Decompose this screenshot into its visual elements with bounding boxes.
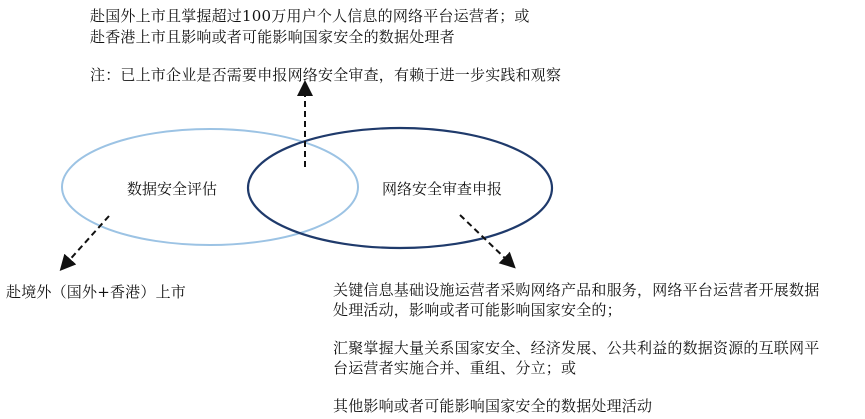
top-block-line-2: 赴香港上市且影响或者可能影响国家安全的数据处理者 — [90, 28, 455, 46]
left-outcome-text: 赴境外（国外+香港）上市 — [6, 283, 186, 301]
data-security-assessment-label: 数据安全评估 — [127, 180, 218, 198]
right-block-para3: 其他影响或者可能影响国家安全的数据处理活动 — [333, 397, 653, 415]
right-block-para2-line2: 台运营者实施合并、重组、分立；或 — [333, 359, 577, 377]
top-block-line-1: 赴国外上市且掌握超过100万用户个人信息的网络平台运营者；或 — [90, 7, 530, 25]
right-block-para1-line1: 关键信息基础设施运营者采购网络产品和服务，网络平台运营者开展数据 — [333, 281, 820, 299]
arrow-to-right-block — [460, 215, 510, 263]
right-block-para1-line2: 处理活动，影响或者可能影响国家安全的； — [333, 301, 622, 319]
arrow-to-left-outcome — [65, 216, 109, 265]
cybersecurity-review-label: 网络安全审查申报 — [382, 180, 503, 198]
top-block-note: 注：已上市企业是否需要申报网络安全审查，有赖于进一步实践和观察 — [90, 66, 562, 84]
right-block-para2-line1: 汇聚掌握大量关系国家安全、经济发展、公共利益的数据资源的互联网平 — [333, 339, 820, 357]
